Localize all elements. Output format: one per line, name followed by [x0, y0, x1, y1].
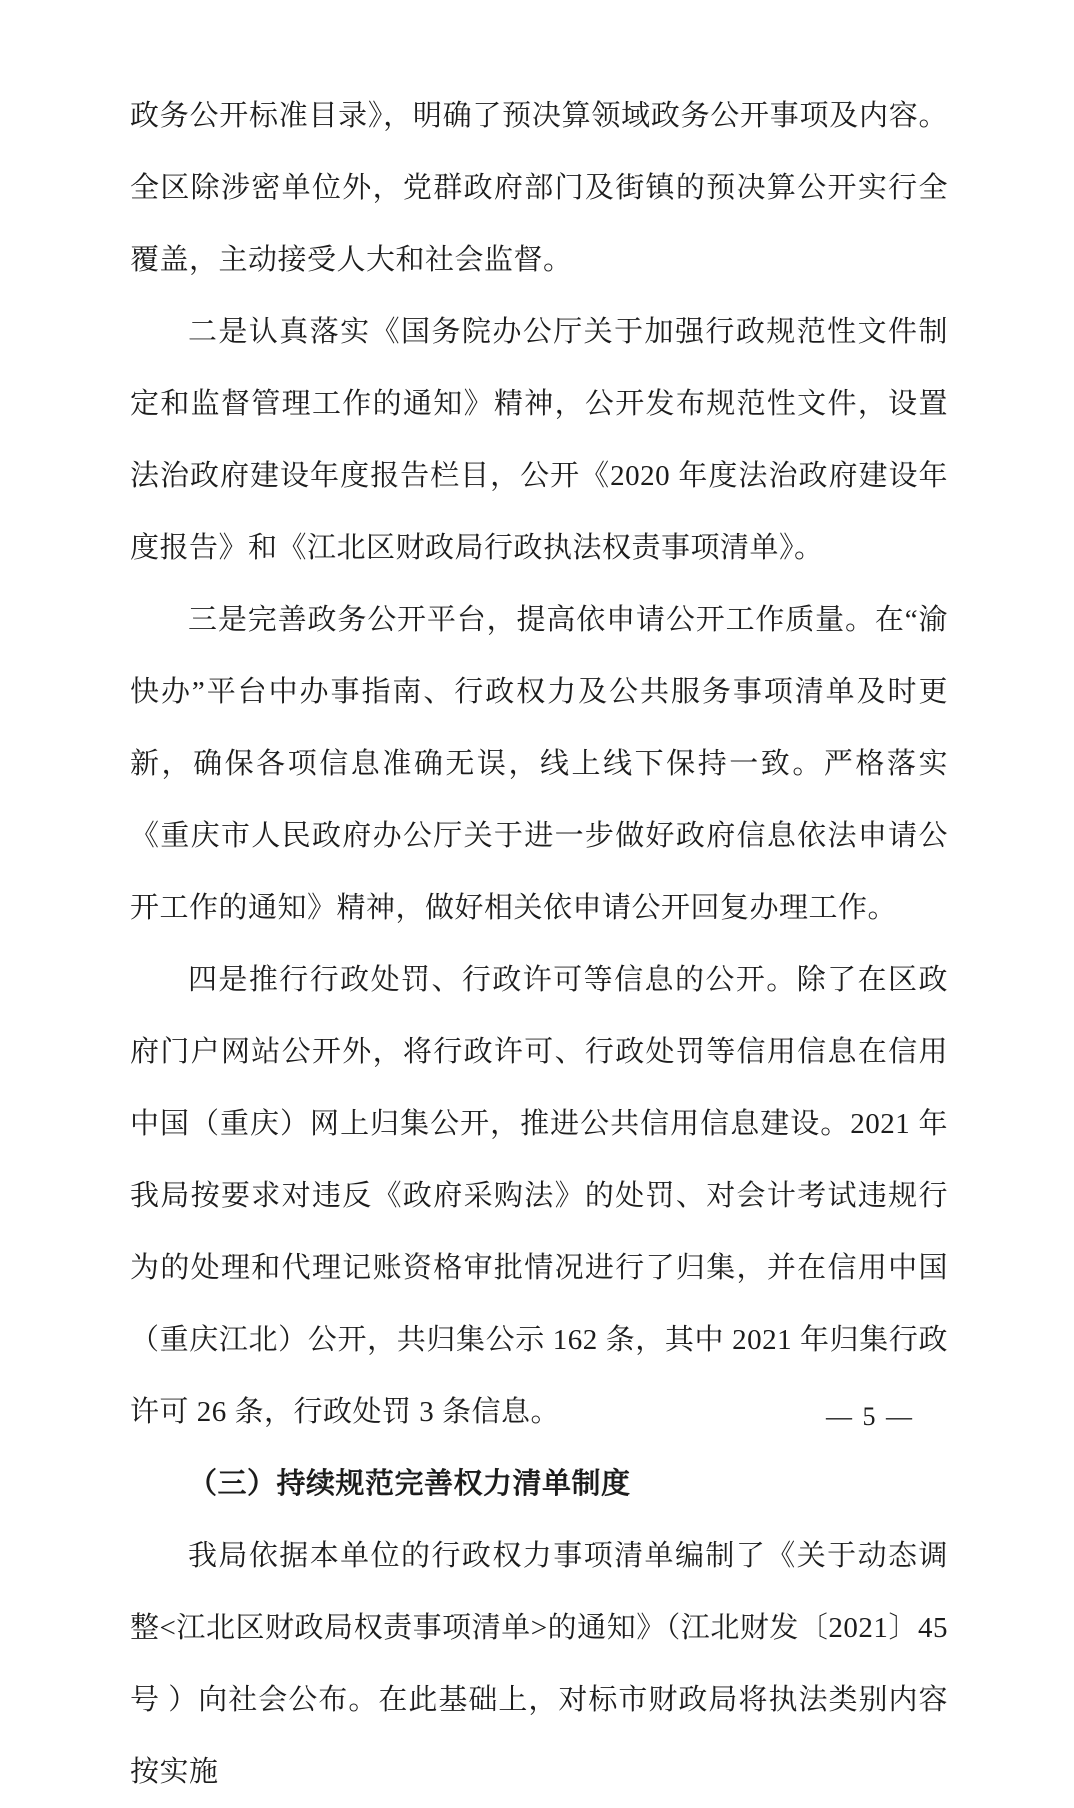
paragraph-continued: 政务公开标准目录》，明确了预决算领域政务公开事项及内容。全区除涉密单位外，党群政府部门及街镇的预决算公开实行全覆盖，主动接受人大和社会监督。 [130, 100, 948, 276]
paragraph-item-2: 二是认真落实《国务院办公厅关于加强行政规范性文件制定和监督管理工作的通知》精神，公开发布规范性文件，设置法治政府建设年度报告栏目，公开《2020 年度法治政府建设年度报告》和《江北区财政局行政执法权责事项清单》。 [130, 316, 948, 564]
paragraph-item-4: 四是推行行政处罚、行政许可等信息的公开。除了在区政府门户网站公开外，将行政许可、行政处罚等信用信息在信用中国（重庆）网上归集公开，推进公共信用信息建设。2021 年我局按要求对违反《政府采购法》的处罚、对会计考试违规行为的处理和代理记账资格审批情况进行了归集，并在信用中国（重庆江北）公开，共归集公示 162 条，其中 2021 年归集行政许可 26 条，行政处罚 3 条信息。 [130, 964, 948, 1428]
page-number: — 5 — [826, 1402, 914, 1431]
document-body [130, 80, 948, 1808]
paragraph-item-5: 我局依据本单位的行政权力事项清单编制了《关于动态调整<江北区财政局权责事项清单>的通知》（江北财发〔2021〕45 号 ）向社会公布。在此基础上，对标市财政局将执法类别内容按实施 [130, 1540, 948, 1788]
section-heading: （三）持续规范完善权力清单制度 [188, 1468, 631, 1500]
paragraph-item-3: 三是完善政务公开平台，提高依申请公开工作质量。在“渝快办”平台中办事指南、行政权力及公共服务事项清单及时更新，确保各项信息准确无误，线上线下保持一致。严格落实《重庆市人民政府办公厅关于进一步做好政府信息依法申请公开工作的通知》精神，做好相关依申请公开回复办理工作。 [130, 604, 948, 924]
